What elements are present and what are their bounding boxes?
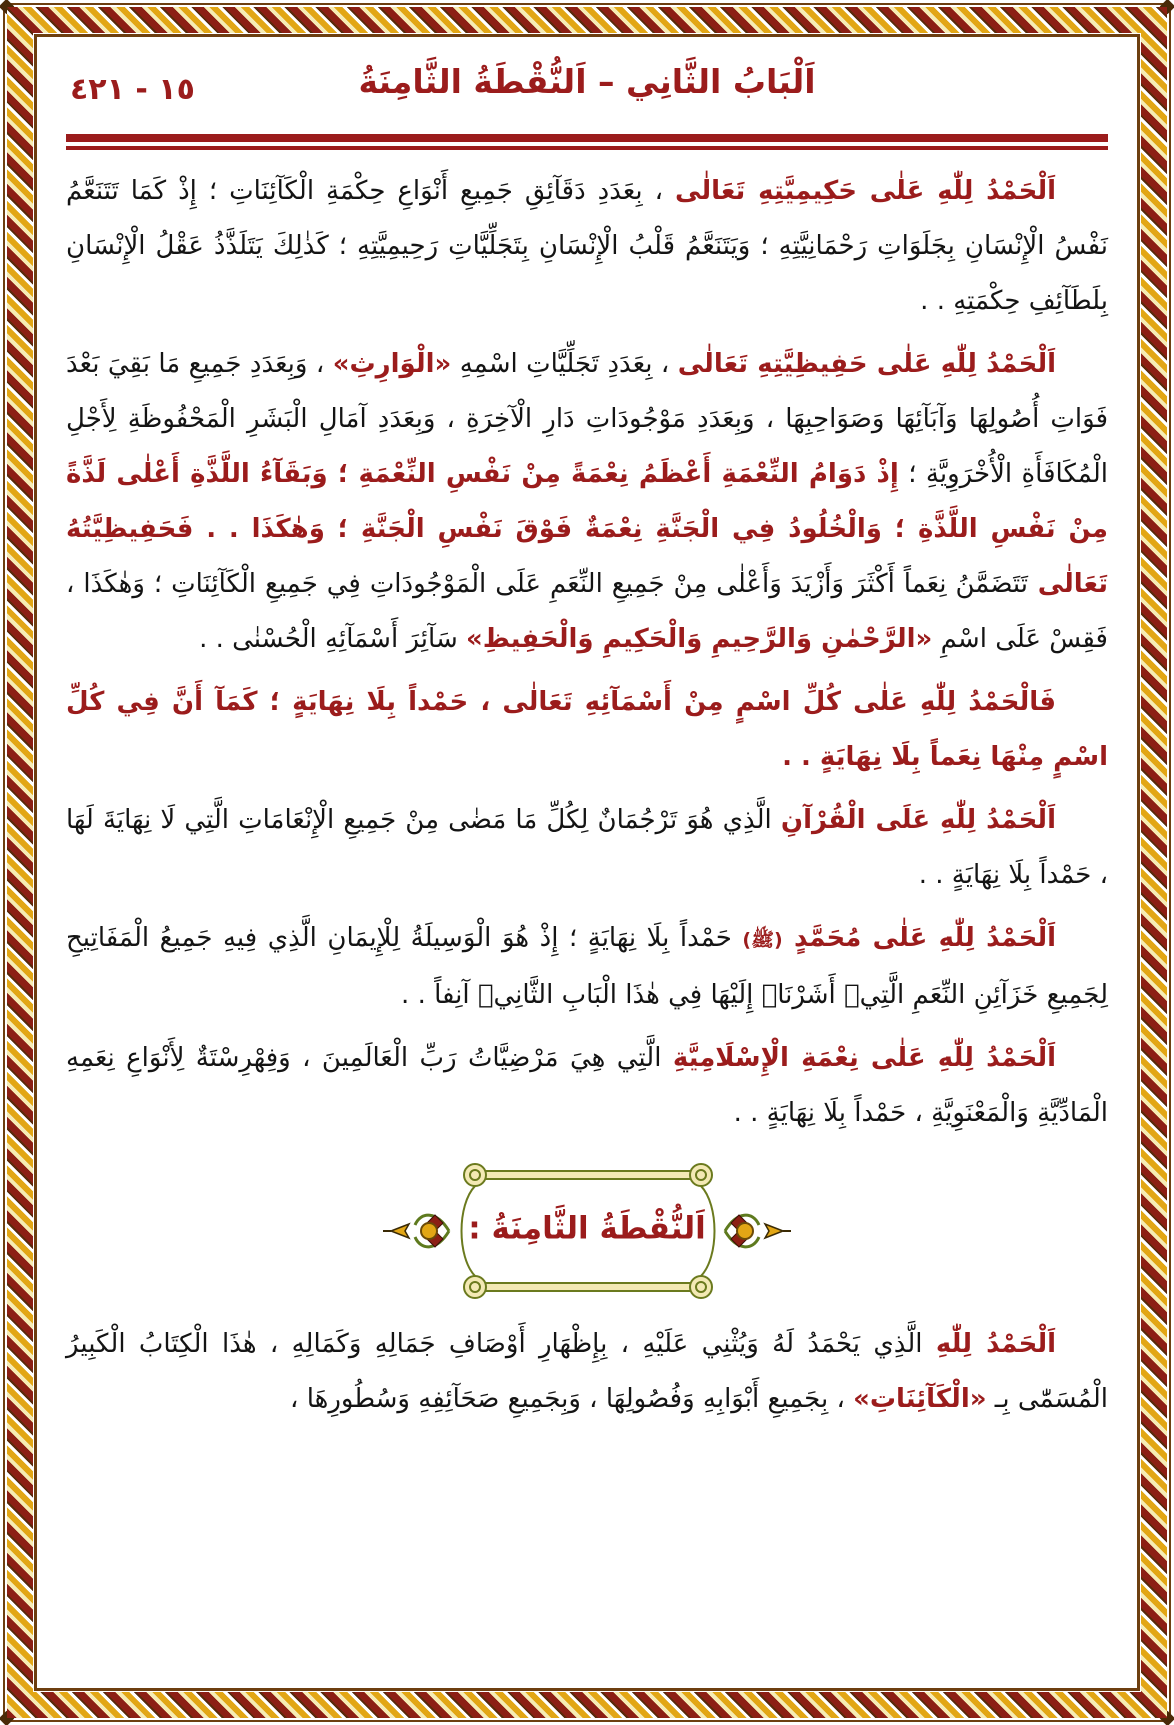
text-segment: ، بِعَدَدِ تَجَلِّيَّاتِ اسْمِهِ bbox=[451, 349, 678, 379]
paragraph bbox=[66, 1031, 1108, 1141]
page-number: ١٥ - ٤٢١ bbox=[70, 72, 195, 107]
text-segment: ، وَبِعَدَدِ جَمِيعِ مَا بَقِيَ بَعْدَ فَوَاتِ أُصُولِهَا وَآبَآئِهَا وَصَوَاحِبِهَا ، وَبِعَدَدِ مَوْجُودَاتِ دَارِ الْآخِرَةِ ، وَبِعَدَدِ آمَالِ الْبَشَرِ الْمَحْفُوظَةِ لِأَجْلِ الْمُكَافَأَةِ الْأُخْرَوِيَّةِ ؛ bbox=[66, 349, 1108, 489]
text-segment: تَتَضَمَّنُ نِعَماً أَكْثَرَ وَأَزْيَدَ وَأَعْلٰى مِنْ جَمِيعِ النِّعَمِ عَلَى الْمَوْجُودَاتِ فِي جَمِيعِ الْكَآئِنَاتِ ؛ وَهٰكَذَا ، فَقِسْ عَلَى اسْمِ bbox=[66, 569, 1108, 654]
text-segment: ، بِعَدَدِ دَقَآئِقِ جَمِيعِ أَنْوَاعِ حِكْمَةِ الْكَآئِنَاتِ ؛ إِذْ كَمَا تَتَنَعَّمُ نَفْسُ الْإِنْسَانِ بِجَلَوَاتِ رَحْمَانِيَّتِهِ ؛ وَيَتَنَعَّمُ قَلْبُ الْإِنْسَانِ بِتَجَلِّيَّاتِ رَحِيمِيَّتِهِ ؛ كَذٰلِكَ يَتَلَذَّذُ عَقْلُ الْإِنْسَانِ بِلَطَآئِفِ حِكْمَتِهِ . . bbox=[66, 176, 1108, 316]
text-segment: فَحَفِيظِيَّتُهُ تَعَالٰى bbox=[66, 514, 1108, 599]
text-segment: اَلْحَمْدُ لِلّٰهِ bbox=[935, 1329, 1056, 1359]
text-segment: الَّذِي هُوَ تَرْجُمَانٌ لِكُلِّ مَا مَضٰى مِنْ جَمِيعِ الْإِنْعَامَاتِ الَّتِي لَا نِهَايَةَ لَهَا ، حَمْداً بِلَا نِهَايَةٍ . . bbox=[66, 805, 1108, 890]
paragraph bbox=[66, 911, 1108, 1023]
page-content bbox=[40, 40, 1134, 1685]
text-segment: «الْوَارِثِ» bbox=[332, 349, 452, 379]
text-segment: الَّذِي يَحْمَدُ لَهُ وَيُثْنِي عَلَيْهِ ، بِإِظْهَارِ أَوْصَافِ جَمَالِهِ وَكَمَالِهِ ، هٰذَا الْكِتَابُ الْكَبِيرُ الْمُسَمّٰى بِـ bbox=[66, 1329, 1108, 1414]
divider-thin-line bbox=[66, 146, 1108, 150]
text-segment: «الْكَآئِنَاتِ» bbox=[853, 1384, 987, 1414]
text-segment: اَلْحَمْدُ لِلّٰهِ عَلٰى حَكِيمِيَّتِهِ تَعَالٰى bbox=[675, 176, 1056, 206]
text-segment: اَلْحَمْدُ لِلّٰهِ عَلٰى نِعْمَةِ الْإِسْلَامِيَّةِ bbox=[672, 1043, 1056, 1073]
header-divider bbox=[66, 134, 1108, 150]
paragraph bbox=[66, 1317, 1108, 1427]
text-segment: اَلْحَمْدُ لِلّٰهِ عَلَى الْقُرْآنِ bbox=[780, 805, 1056, 835]
section-heading: اَلنُّقْطَةُ الثَّامِنَةُ : bbox=[468, 1210, 706, 1247]
text-segment: سَآئِرَ أَسْمَآئِهِ الْحُسْنٰى . . bbox=[199, 624, 466, 654]
text-segment: فَالْحَمْدُ لِلّٰهِ عَلٰى كُلِّ اسْمٍ مِنْ أَسْمَآئِهِ تَعَالٰى ، حَمْداً بِلَا نِهَايَةٍ ؛ كَمَآ أَنَّ فِي كُلِّ اسْمٍ مِنْهَا نِعَماً بِلَا نِهَايَةٍ . . bbox=[66, 687, 1108, 772]
page-header bbox=[66, 62, 1108, 124]
section-heading-ornament bbox=[66, 1155, 1108, 1307]
text-segment: ، بِجَمِيعِ أَبْوَابِهِ وَفُصُولِهَا ، وَبِجَمِيعِ صَحَآئِفِهِ وَسُطُورِهَا ، bbox=[290, 1384, 854, 1414]
paragraph bbox=[66, 164, 1108, 329]
divider-thick-line bbox=[66, 134, 1108, 142]
text-segment: الَّتِي هِيَ مَرْضِيَّاتُ رَبِّ الْعَالَمِينَ ، وَفِهْرِسْتَةٌ لِأَنْوَاعِ نِعَمِهِ الْمَادِّيَّةِ وَالْمَعْنَوِيَّةِ ، حَمْداً بِلَا نِهَايَةٍ . . bbox=[66, 1043, 1108, 1128]
text-segment: اَلْحَمْدُ لِلّٰهِ عَلٰى حَفِيظِيَّتِهِ تَعَالٰى bbox=[677, 349, 1056, 379]
body-text bbox=[66, 164, 1108, 1427]
paragraph bbox=[66, 675, 1108, 785]
paragraph bbox=[66, 337, 1108, 667]
text-segment: حَمْداً بِلَا نِهَايَةٍ ؛ إِذْ هُوَ الْوَسِيلَةُ لِلْإِيمَانِ الَّذِي فِيهِ جَمِيعُ الْمَفَاتِيحِ لِجَمِيعِ خَزَآئِنِ النِّعَمِ الَّتِيۤ أَشَرْنَاۤ إِلَيْهَا فِي هٰذَا الْبَابِ الثَّانِيۤ آنِفاً . . bbox=[66, 923, 1108, 1010]
paragraph bbox=[66, 793, 1108, 903]
text-segment: اَلْحَمْدُ لِلّٰهِ عَلٰى مُحَمَّدٍ bbox=[782, 923, 1056, 953]
page-title: اَلْبَابُ الثَّانِي – اَلنُّقْطَةُ الثَّامِنَةُ bbox=[358, 62, 816, 101]
text-segment: «الرَّحْمٰنِ وَالرَّحِيمِ وَالْحَكِيمِ وَالْحَفِيظِ» bbox=[466, 624, 933, 654]
pbuh-seal-icon: (ﷺ) bbox=[742, 929, 783, 951]
text-segment: إِذْ دَوَامُ النِّعْمَةِ أَعْظَمُ نِعْمَةً مِنْ نَفْسِ النِّعْمَةِ ؛ وَبَقَآءُ اللَّذَّةِ أَعْلٰى لَذَّةً مِنْ نَفْسِ اللَّذَّةِ ؛ وَالْخُلُودُ فِي الْجَنَّةِ نِعْمَةٌ فَوْقَ نَفْسِ الْجَنَّةِ ؛ وَهٰكَذَا . . bbox=[66, 459, 1108, 544]
